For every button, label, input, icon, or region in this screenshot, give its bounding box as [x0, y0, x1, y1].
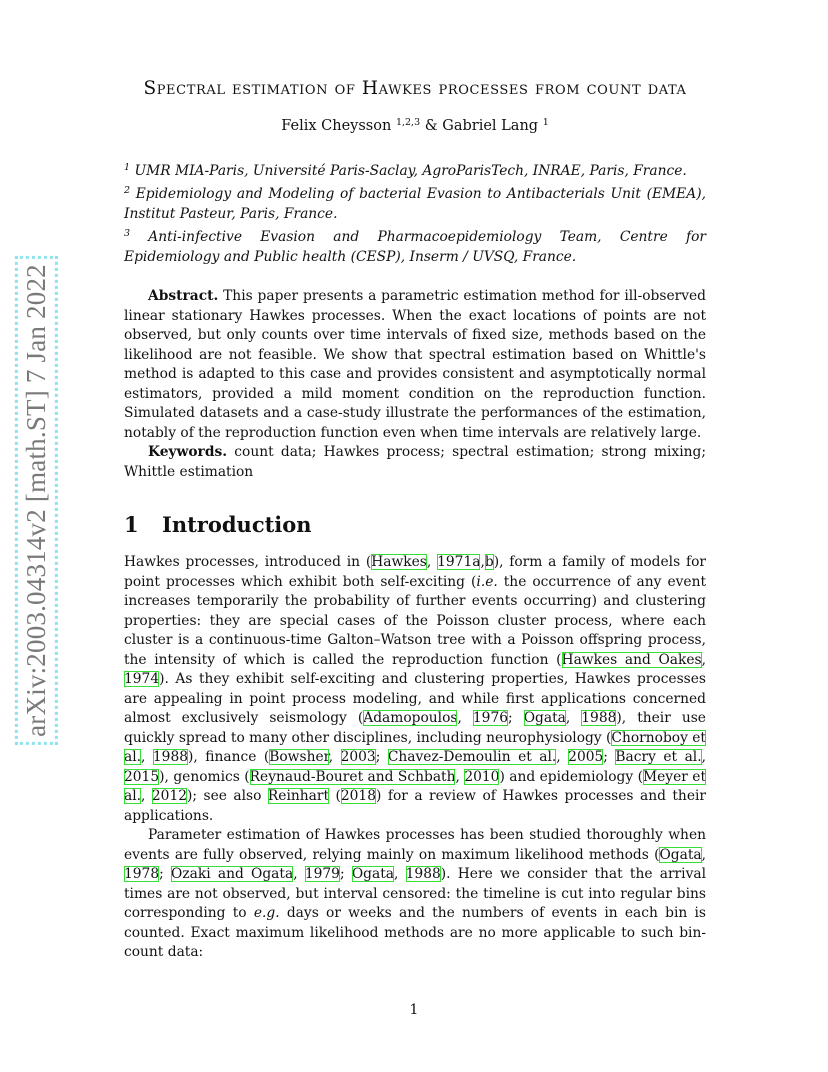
affiliations — [124, 158, 706, 267]
citation-link[interactable]: 1978 — [124, 866, 160, 882]
citation-link[interactable]: Hawkes — [371, 554, 427, 570]
citation-link[interactable]: Bacry et al. — [615, 749, 702, 765]
author-affiliation-marker: 1,2,3 — [395, 117, 421, 128]
authors — [124, 117, 706, 134]
abstract-label: Abstract. — [148, 288, 219, 304]
arxiv-stamp — [19, 258, 53, 742]
citation-link[interactable]: Reynaud-Bouret and Schbath — [249, 768, 456, 785]
citation-link[interactable]: Bowsher — [269, 749, 329, 765]
citation-link[interactable]: 1976 — [472, 710, 509, 726]
citation-link[interactable]: Ogata — [351, 866, 394, 882]
citation-link[interactable]: 2018 — [340, 788, 376, 804]
abstract — [124, 287, 706, 482]
citation-link[interactable]: Adamopoulos — [363, 710, 458, 726]
affiliation-number: 2 — [124, 185, 131, 196]
paragraph: Parameter estimation of Hawkes processes has been studied thoroughly when events are fully observed, relying mainly on maximum likelihood methods (Ogata, 1978; Ozaki and Ogata, 1979; Ogata, 1988). Here we consider that the arrival times are not observed, but interval censored: the timeline is cut into regular bins corresponding to e.g. days or weeks and the numbers of events in each bin is counted. Exact maximum likelihood methods are no more applicable to such bin-count data: — [124, 827, 706, 960]
author-separator: & — [424, 118, 438, 134]
citation-link[interactable]: 1988 — [152, 749, 189, 765]
section-title: Introduction — [162, 512, 312, 537]
citation-link[interactable]: 2015 — [124, 768, 160, 785]
paragraph: Hawkes processes, introduced in (Hawkes, 1971a,b), form a family of models for point processes which exhibit both self-exciting (i.e. the occurrence of any event increases temporarily the probability of further events occurring) and clustering properties: they are special cases of the Poisson cluster process, where each cluster is a continuous-time Galton–Watson tree with a Poisson offspring process, the intensity of which is called the reproduction function (Hawkes and Oakes, 1974). As they exhibit self-exciting and clustering properties, Hawkes processes are appealing in point process modeling, and while first applications concerned almost exclusively seismology (Adamopoulos, 1976; Ogata, 1988), their use quickly spread to many other disciplines, including neurophysiology (Chornoboy et al., 1988), finance (Bowsher, 2003; Chavez-Demoulin et al., 2005; Bacry et al., 2015), genomics (Reynaud-Bouret and Schbath, 2010) and epidemiology (Meyer et al., 2012); see also Reinhart (2018) for a review of Hawkes processes and their applications. — [124, 554, 707, 824]
keywords-paragraph — [124, 443, 706, 482]
affiliation-number: 3 — [124, 228, 131, 239]
section-heading — [124, 512, 706, 537]
author-name: Gabriel Lang — [442, 118, 539, 134]
citation-link[interactable]: 2010 — [464, 768, 500, 785]
citation-link[interactable]: Ogata — [659, 846, 702, 863]
citation-link[interactable]: b — [484, 554, 494, 570]
citation-link[interactable]: Ozaki and Ogata — [171, 866, 294, 882]
citation-link[interactable]: 2012 — [151, 788, 188, 804]
citation-link[interactable]: 1974 — [124, 671, 160, 687]
citation-link[interactable]: Chavez-Demoulin et al. — [387, 749, 557, 765]
page-content — [124, 78, 706, 963]
citation-link[interactable]: 2005 — [568, 749, 604, 765]
author-name: Felix Cheysson — [281, 118, 392, 134]
arxiv-identifier[interactable]: arXiv:2003.04314v2 [math.ST] 7 Jan 2022 — [20, 263, 51, 737]
section-body — [124, 553, 706, 963]
abstract-paragraph — [124, 287, 706, 443]
affiliation-text: UMR MIA-Paris, Université Paris-Saclay, AgroParisTech, INRAE, Paris, France. — [134, 163, 687, 179]
page-number: 1 — [409, 1002, 419, 1018]
affiliation — [124, 181, 706, 224]
section-number: 1 — [124, 512, 139, 537]
citation-link[interactable]: 1979 — [304, 866, 340, 882]
author-affiliation-marker: 1 — [542, 117, 549, 128]
citation-link[interactable]: Meyer et al. — [124, 768, 706, 804]
paper-title: Spectral estimation of Hawkes processes from count data — [143, 78, 687, 99]
keywords-label: Keywords. — [148, 444, 228, 460]
affiliation — [124, 224, 706, 267]
citation-link[interactable]: Chornoboy et al. — [124, 729, 706, 765]
citation-link[interactable]: 1971a — [437, 554, 481, 570]
citation-link[interactable]: 1988 — [405, 866, 441, 882]
citation-link[interactable]: 1988 — [581, 710, 617, 726]
citation-link[interactable]: Ogata — [523, 710, 566, 726]
affiliation-number: 1 — [124, 162, 131, 173]
affiliation-text: Epidemiology and Modeling of bacterial Evasion to Antibacterials Unit (EMEA), Institut Pasteur, Paris, France. — [124, 186, 706, 222]
abstract-text: This paper presents a parametric estimation method for ill-observed linear stationary Hawkes processes. When the exact locations of points are not observed, but only counts over time intervals of fixed size, methods based on the likelihood are not feasible. We show that spectral estimation based on Whittle's method is adapted to this case and provides consistent and asymptotically normal estimators, provided a mild moment condition on the reproduction function. Simulated datasets and a case-study illustrate the performances of the estimation, notably of the reproduction function even when time intervals are relatively large. — [124, 288, 707, 441]
affiliation-text: Anti-infective Evasion and Pharmacoepidemiology Team, Centre for Epidemiology and Public health (CESP), Inserm / UVSQ, France. — [124, 229, 706, 265]
citation-link[interactable]: 2003 — [340, 749, 376, 765]
affiliation — [124, 158, 706, 181]
citation-link[interactable]: Hawkes and Oakes — [561, 651, 702, 668]
citation-link[interactable]: Reinhart — [267, 788, 330, 804]
keywords-text: count data; Hawkes process; spectral estimation; strong mixing; Whittle estimation — [124, 444, 706, 480]
